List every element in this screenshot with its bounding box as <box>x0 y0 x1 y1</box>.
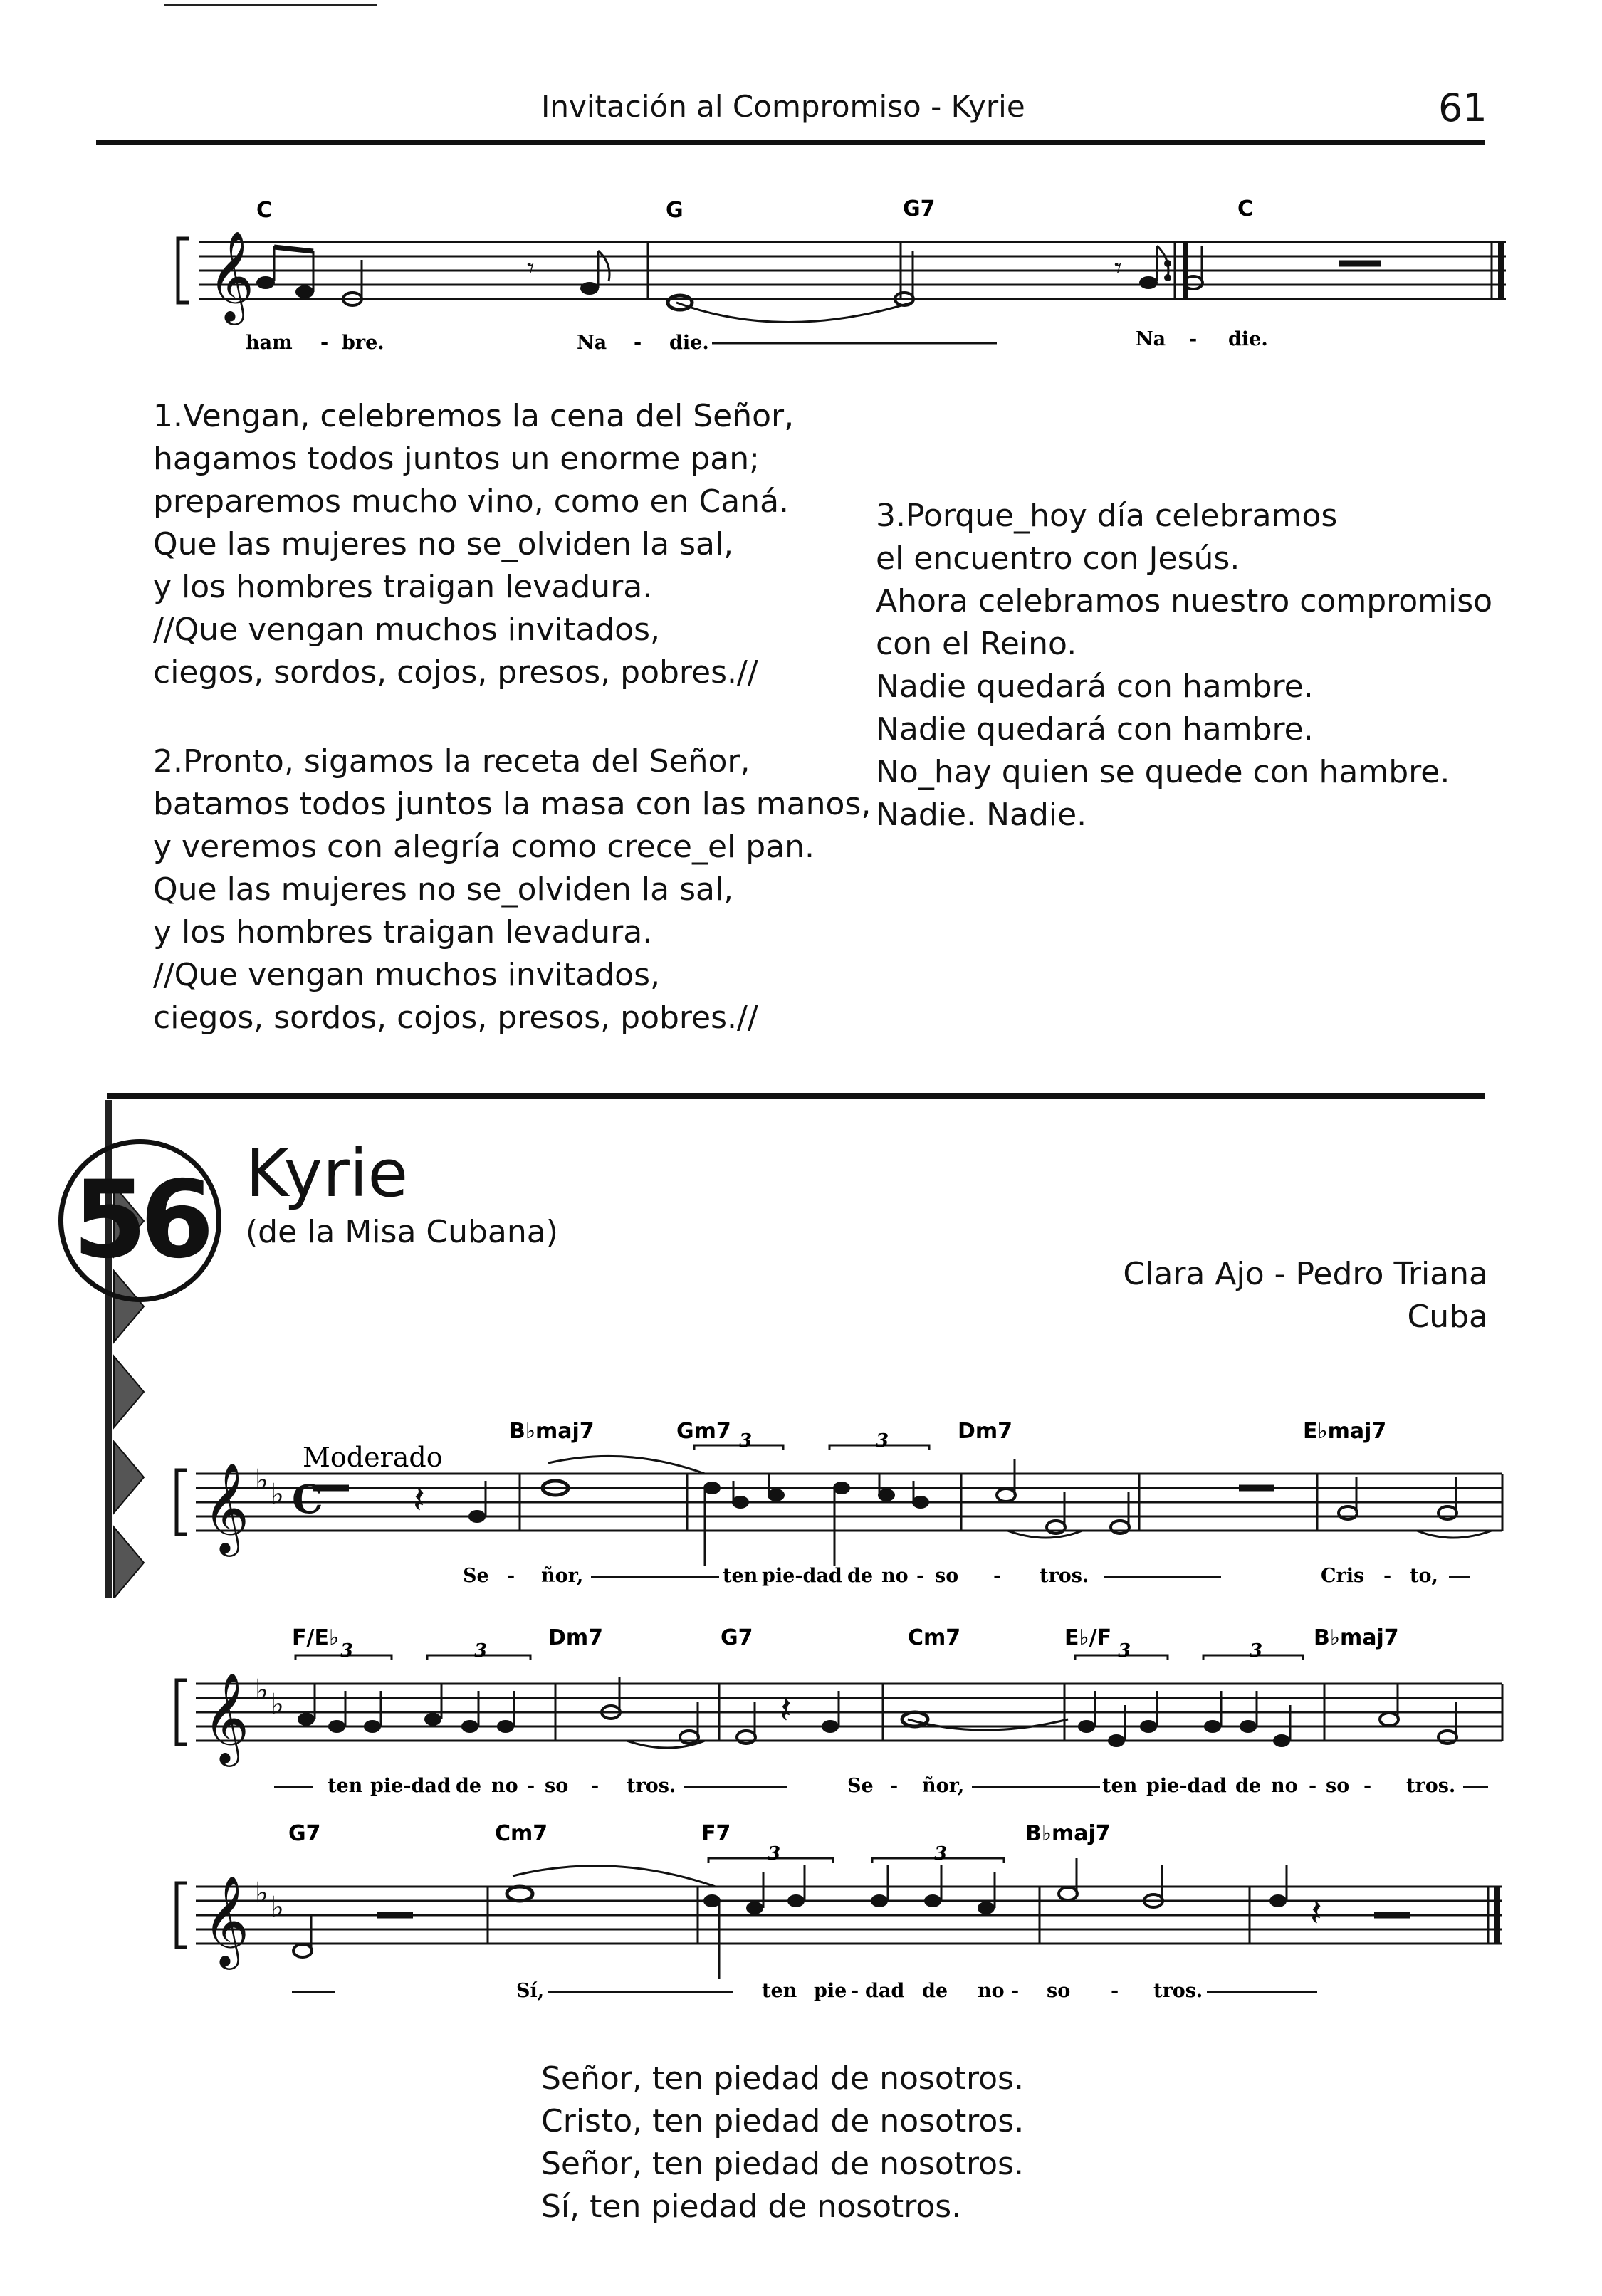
lyric: pie <box>814 1980 847 2002</box>
lyric: - <box>1309 1775 1317 1797</box>
verse-line: hagamos todos juntos un enorme pan; <box>153 441 760 477</box>
verse-line: Que las mujeres no se_olviden la sal, <box>153 871 734 908</box>
triplet-mark: 3 <box>934 1843 948 1865</box>
lyric: pie-dad <box>1146 1775 1227 1797</box>
lyric: pie-dad <box>762 1565 842 1587</box>
verse-line: ciegos, sordos, cojos, presos, pobres.// <box>153 1000 758 1036</box>
chord: G7 <box>721 1625 753 1650</box>
lyric: - <box>993 1565 1002 1587</box>
section-rule <box>107 1093 1485 1099</box>
svg-text:♭: ♭ <box>255 1674 268 1707</box>
verse-line: Nadie quedará con hambre. <box>876 711 1314 748</box>
lyric: ñor, <box>922 1775 965 1797</box>
verse-line: el encuentro con Jesús. <box>876 540 1240 577</box>
triplet-mark: 3 <box>739 1430 753 1452</box>
lyric: Na <box>577 332 607 354</box>
chord-g7: G7 <box>903 196 936 221</box>
page-number: 61 <box>1438 85 1487 130</box>
lyric: de <box>1235 1775 1262 1797</box>
verse-line: Nadie quedará con hambre. <box>876 669 1314 705</box>
chord-g: G <box>666 198 684 223</box>
song-credits <box>1123 1253 1488 1338</box>
lyric: ham <box>246 332 293 354</box>
lyric: no <box>881 1565 909 1587</box>
chord: E♭maj7 <box>1303 1419 1387 1444</box>
lyric: dad <box>865 1980 905 2002</box>
verse-line: Ahora celebramos nuestro compromiso <box>876 583 1493 619</box>
verse-line: con el Reino. <box>876 626 1077 662</box>
svg-text:♭: ♭ <box>255 1464 268 1496</box>
lyric: - <box>916 1565 925 1587</box>
lyric: - <box>1383 1565 1392 1587</box>
lyric: tros. <box>1153 1980 1203 2002</box>
chord: Cm7 <box>495 1821 548 1846</box>
lyric: Cris <box>1321 1565 1365 1587</box>
lyric: - <box>1111 1980 1119 2002</box>
kyrie-staff-1 <box>0 1395 1602 1595</box>
verse-line: //Que vengan muchos invitados, <box>153 612 660 648</box>
chord: Gm7 <box>676 1419 731 1444</box>
lyric: de <box>922 1980 948 2002</box>
top-music-staff <box>0 0 1602 370</box>
lyric: - <box>507 1565 515 1587</box>
refrain-line: Señor, ten piedad de nosotros. <box>541 2146 1024 2182</box>
lyric: tros. <box>1406 1775 1456 1797</box>
kyrie-staff-3 <box>0 1808 1602 2022</box>
lyric: de <box>847 1565 874 1587</box>
verse-line: 1.Vengan, celebremos la cena del Señor, <box>153 398 795 434</box>
verse-2 <box>153 740 871 1039</box>
triplet-mark: 3 <box>474 1640 488 1662</box>
lyric: to, <box>1410 1565 1438 1587</box>
lyric: - <box>1363 1775 1372 1797</box>
lyric: so <box>1326 1775 1350 1797</box>
svg-text:𝄾: 𝄾 <box>1114 252 1122 285</box>
lyric: Sí, <box>516 1980 545 2002</box>
chord-c: C <box>256 198 273 223</box>
lyric: Se <box>463 1565 489 1587</box>
chord: B♭maj7 <box>509 1419 595 1444</box>
verse-line: y los hombres traigan levadura. <box>153 914 653 950</box>
verse-1 <box>153 395 794 694</box>
lyric: Se <box>847 1775 874 1797</box>
lyric: - <box>634 332 642 354</box>
svg-text:♭: ♭ <box>271 1688 284 1721</box>
verse-line: batamos todos juntos la masa con las manos, <box>153 786 871 822</box>
lyric: tros. <box>1040 1565 1089 1587</box>
chord: Cm7 <box>908 1625 961 1650</box>
svg-text:♭: ♭ <box>255 1877 268 1909</box>
refrain-line: Cristo, ten piedad de nosotros. <box>541 2103 1025 2139</box>
verse-line: Nadie. Nadie. <box>876 797 1087 833</box>
lyric: - <box>1189 328 1198 350</box>
lyric: ñor, <box>541 1565 584 1587</box>
song-country: Cuba <box>1407 1299 1488 1335</box>
lyric: - <box>1011 1980 1020 2002</box>
svg-text:𝄽: 𝄽 <box>413 1477 425 1522</box>
triplet-mark: 3 <box>1250 1640 1263 1662</box>
verse-line: //Que vengan muchos invitados, <box>153 957 660 993</box>
chord: B♭maj7 <box>1314 1625 1399 1650</box>
chord: B♭maj7 <box>1025 1821 1111 1846</box>
chord: Dm7 <box>958 1419 1013 1444</box>
lyric: - <box>851 1980 859 2002</box>
svg-text:𝄞: 𝄞 <box>203 1672 250 1763</box>
triplet-mark: 3 <box>876 1430 889 1452</box>
verse-line: 3.Porque_hoy día celebramos <box>876 498 1338 534</box>
lyric: ten <box>328 1775 363 1797</box>
refrain-text <box>541 2058 1024 2228</box>
triplet-mark: 3 <box>1118 1640 1131 1662</box>
lyric: de <box>456 1775 482 1797</box>
chord-c-final: C <box>1237 196 1254 221</box>
svg-text:𝄞: 𝄞 <box>203 1875 250 1966</box>
lyric: ten <box>762 1980 797 2002</box>
lyric: - <box>320 332 329 354</box>
triplet-mark: 3 <box>768 1843 781 1865</box>
verse-line: preparemos mucho vino, como en Caná. <box>153 483 790 520</box>
lyric: ten <box>723 1565 758 1587</box>
tempo-marking: Moderado <box>303 1442 443 1473</box>
svg-text:𝄽: 𝄽 <box>780 1687 792 1732</box>
lyric: die. <box>669 332 709 354</box>
refrain-line: Señor, ten piedad de nosotros. <box>541 2060 1024 2097</box>
verse-line: Que las mujeres no se_olviden la sal, <box>153 526 734 562</box>
chord: F7 <box>701 1821 731 1846</box>
chord: E♭/F <box>1064 1625 1112 1650</box>
lyric: die. <box>1228 328 1268 350</box>
svg-text:𝄞: 𝄞 <box>208 230 255 321</box>
chord: G7 <box>288 1821 321 1846</box>
lyric: no <box>978 1980 1005 2002</box>
lyric: so <box>1047 1980 1071 2002</box>
kyrie-staff-2 <box>0 1605 1602 1805</box>
lyric: - <box>527 1775 535 1797</box>
verse-3 <box>876 495 1492 837</box>
page-header-title: Invitación al Compromiso - Kyrie <box>541 89 1025 124</box>
lyric: tros. <box>627 1775 676 1797</box>
verse-line: y veremos con alegría como crece_el pan. <box>153 829 815 865</box>
svg-text:♭: ♭ <box>271 1478 284 1511</box>
song-number-badge: 56 <box>58 1139 221 1302</box>
lyric: Na <box>1136 328 1166 350</box>
song-subtitle: (de la Misa Cubana) <box>246 1214 558 1250</box>
svg-text:C: C <box>292 1476 323 1522</box>
svg-text:♭: ♭ <box>271 1891 284 1924</box>
svg-text:𝄽: 𝄽 <box>1310 1889 1322 1935</box>
lyric: pie-dad <box>370 1775 451 1797</box>
lyric: bre. <box>342 332 384 354</box>
lyric: - <box>890 1775 899 1797</box>
triplet-mark: 3 <box>340 1640 354 1662</box>
song-title: Kyrie <box>246 1136 409 1212</box>
lyric: - <box>591 1775 600 1797</box>
verse-line: ciegos, sordos, cojos, presos, pobres.// <box>153 654 758 691</box>
song-authors: Clara Ajo - Pedro Triana <box>1123 1256 1488 1292</box>
verse-line: y los hombres traigan levadura. <box>153 569 653 605</box>
verse-line: No_hay quien se quede con hambre. <box>876 754 1450 790</box>
lyric: so <box>935 1565 959 1587</box>
lyric: so <box>545 1775 569 1797</box>
lyric: no <box>491 1775 518 1797</box>
lyric: ten <box>1102 1775 1138 1797</box>
lyric: no <box>1271 1775 1298 1797</box>
svg-text:𝄾: 𝄾 <box>527 252 535 285</box>
chord: F/E♭ <box>292 1625 340 1650</box>
chord: Dm7 <box>548 1625 604 1650</box>
refrain-line: Sí, ten piedad de nosotros. <box>541 2188 962 2225</box>
verse-line: 2.Pronto, sigamos la receta del Señor, <box>153 743 750 780</box>
svg-text:𝄞: 𝄞 <box>203 1462 250 1553</box>
